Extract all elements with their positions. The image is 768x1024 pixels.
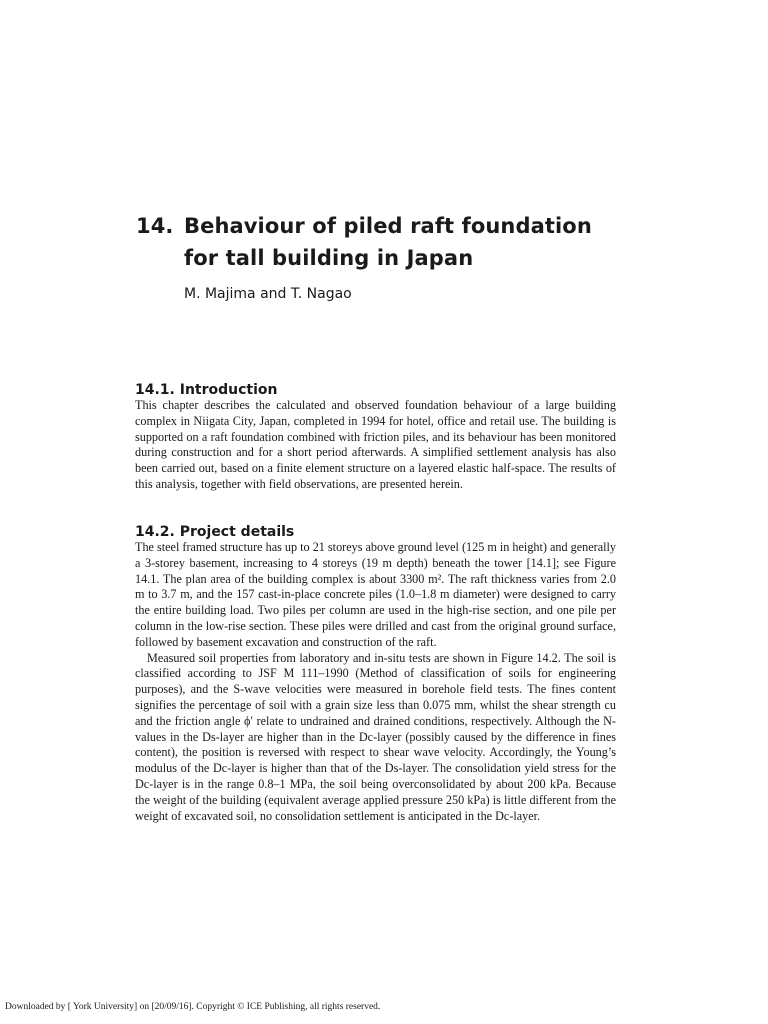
section-body-project-details — [135, 540, 616, 824]
chapter-title-line-1: Behaviour of piled raft foundation — [184, 214, 592, 238]
paragraph: This chapter describes the calculated and observed foundation behaviour of a large building complex in Niigata City, Japan, completed in 1994 for hotel, office and retail use. The building is supported on a raft foundation combined with friction piles, and its behaviour has been monitored during construction and for a short period afterwards. A simplified settlement analysis has also been carried out, based on a finite element structure on a layered elastic half-space. The results of this analysis, together with field observations, are presented herein. — [135, 398, 616, 491]
section-heading-project-details: 14.2. Project details — [135, 524, 295, 540]
download-footer: Downloaded by [ York University] on [20/09/16]. Copyright © ICE Publishing, all rights reserved. — [5, 1002, 381, 1012]
paragraph: The steel framed structure has up to 21 storeys above ground level (125 m in height) and generally a 3-storey basement, increasing to 4 storeys (19 m depth) beneath the tower [14.1]; see Figure 14.1. The plan area of the building complex is about 3300 m². The raft thickness varies from 2.0 m to 3.7 m, and the 157 cast-in-place concrete piles (1.0–1.8 m diameter) were designed to carry the entire building load. Two piles per column are used in the high-rise section, and one pile per column in the low-rise section. These piles were drilled and cast from the original ground surface, followed by basement excavation and construction of the raft. — [135, 540, 616, 649]
chapter-number: 14. — [136, 214, 174, 238]
paragraph: Measured soil properties from laboratory and in-situ tests are shown in Figure 14.2. The soil is classified according to JSF M 111–1990 (Method of classification of soils for engineering purposes), and the S-wave velocities were measured in borehole field tests. The fines content signifies the percentage of soil with a grain size less than 0.075 mm, whilst the shear strength cu and the friction angle ϕ′ relate to undrained and drained conditions, respectively. Although the N-values in the Ds-layer are higher than in the Dc-layer (possibly caused by the difference in fines content), the position is reversed with respect to shear wave velocity. Accordingly, the Young’s modulus of the Dc-layer is higher than that of the Ds-layer. The consolidation yield stress for the Dc-layer is in the range 0.8–1 MPa, the soil being overconsolidated by about 200 kPa. Because the weight of the building (equivalent average applied pressure 250 kPa) is little different from the weight of excavated soil, no consolidation settlement is anticipated in the Dc-layer. — [135, 650, 616, 823]
chapter-authors: M. Majima and T. Nagao — [184, 286, 352, 302]
section-body-introduction — [135, 398, 616, 493]
chapter-title-line-2: for tall building in Japan — [184, 246, 474, 270]
section-heading-introduction: 14.1. Introduction — [135, 382, 278, 398]
